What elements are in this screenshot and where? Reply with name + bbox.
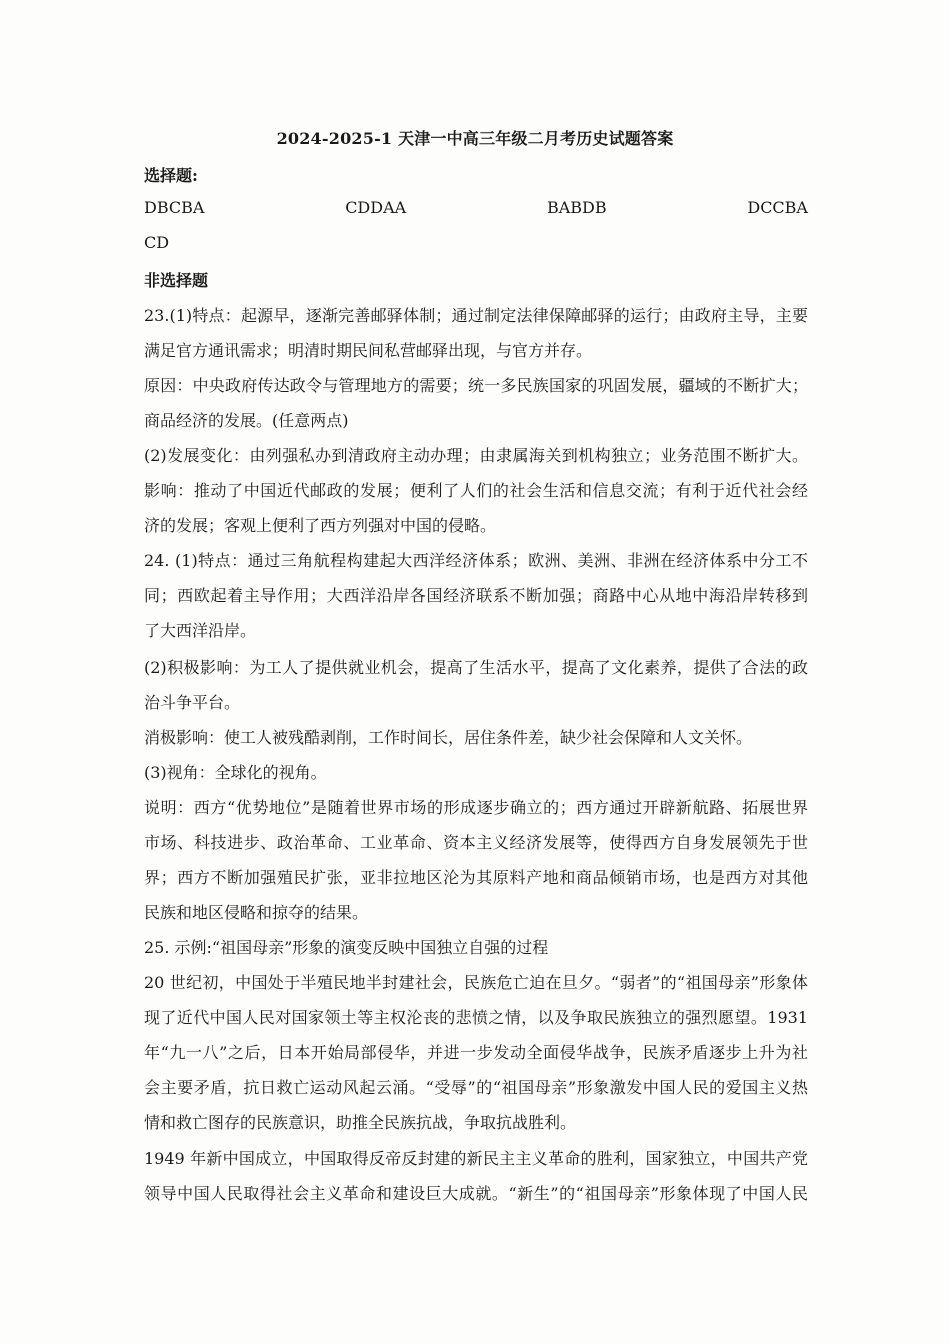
text-line: 同；西欧起着主导作用；大西洋沿岸各国经济联系不断加强；商路中心从地中海沿岸转移到 — [144, 586, 808, 605]
text-line: 25. 示例:“祖国母亲”形象的演变反映中国独立自强的过程 — [144, 938, 549, 957]
text-line: (3)视角：全球化的视角。 — [144, 763, 327, 782]
document-title: 2024-2025-1 天津一中高三年级二月考历史试题答案 — [276, 129, 674, 148]
choice-answers-row — [144, 198, 808, 217]
choice-answer-group: CDDAA — [345, 198, 407, 217]
text-line: 领导中国人民取得社会主义革命和建设巨大成就。“新生”的“祖国母亲”形象体现了中国人民 — [144, 1184, 808, 1203]
text-line: 会主要矛盾，抗日救亡运动风起云涌。“受辱”的“祖国母亲”形象激发中国人民的爱国主义热 — [144, 1078, 808, 1097]
text-line: 年“九一八”之后，日本开始局部侵华，并进一步发动全面侵华战争，民族矛盾逐步上升为社 — [144, 1043, 808, 1062]
text-line: 市场、科技进步、政治革命、工业革命、资本主义经济发展等，使得西方自身发展领先于世 — [144, 833, 808, 852]
text-line: 济的发展；客观上便利了西方列强对中国的侵略。 — [144, 516, 497, 535]
text-line: 商品经济的发展。(任意两点) — [144, 411, 349, 430]
text-line: 24. (1)特点：通过三角航程构建起大西洋经济体系；欧洲、美洲、非洲在经济体系中分工不 — [144, 551, 808, 570]
text-line: (2)发展变化：由列强私办到清政府主动办理；由隶属海关到机构独立；业务范围不断扩大。 — [144, 446, 808, 465]
text-line: 消极影响：使工人被残酷剥削，工作时间长，居住条件差，缺少社会保障和人文关怀。 — [144, 728, 753, 747]
choice-answer-extra: CD — [144, 233, 170, 252]
text-line: 满足官方通讯需求；明清时期民间私营邮驿出现，与官方并存。 — [144, 341, 593, 360]
text-line: 现了近代中国人民对国家领土等主权沦丧的悲愤之情，以及争取民族独立的强烈愿望。1931 — [144, 1008, 808, 1027]
text-line: 20 世纪初，中国处于半殖民地半封建社会，民族危亡迫在旦夕。“弱者”的“祖国母亲”形象体 — [144, 973, 808, 992]
text-line: 原因：中央政府传达政令与管理地方的需要；统一多民族国家的巩固发展，疆域的不断扩大； — [144, 376, 808, 395]
text-line: 1949 年新中国成立，中国取得反帝反封建的新民主主义革命的胜利，国家独立，中国共产党 — [144, 1149, 808, 1168]
nonchoice-heading: 非选择题 — [144, 271, 209, 290]
text-line: 情和救亡图存的民族意识，助推全民族抗战，争取抗战胜利。 — [144, 1113, 577, 1132]
text-line: 了大西洋沿岸。 — [144, 621, 257, 640]
text-line: 界；西方不断加强殖民扩张，亚非拉地区沦为其原料产地和商品倾销市场，也是西方对其他 — [144, 868, 808, 887]
choice-heading: 选择题: — [144, 166, 198, 185]
choice-answer-group: DCCBA — [747, 198, 808, 217]
text-line: 民族和地区侵略和掠夺的结果。 — [144, 903, 369, 922]
text-line: 影响：推动了中国近代邮政的发展；便利了人们的社会生活和信息交流；有利于近代社会经 — [144, 481, 808, 500]
text-line: (2)积极影响：为工人了提供就业机会，提高了生活水平，提高了文化素养，提供了合法的政 — [144, 658, 808, 677]
text-line: 治斗争平台。 — [144, 693, 241, 712]
choice-answer-group: DBCBA — [144, 198, 205, 217]
text-line: 说明：西方“优势地位”是随着世界市场的形成逐步确立的；西方通过开辟新航路、拓展世界 — [144, 798, 808, 817]
choice-answer-group: BABDB — [546, 198, 607, 217]
text-line: 23.(1)特点：起源早，逐渐完善邮驿体制；通过制定法律保障邮驿的运行；由政府主导，主要 — [144, 306, 808, 325]
